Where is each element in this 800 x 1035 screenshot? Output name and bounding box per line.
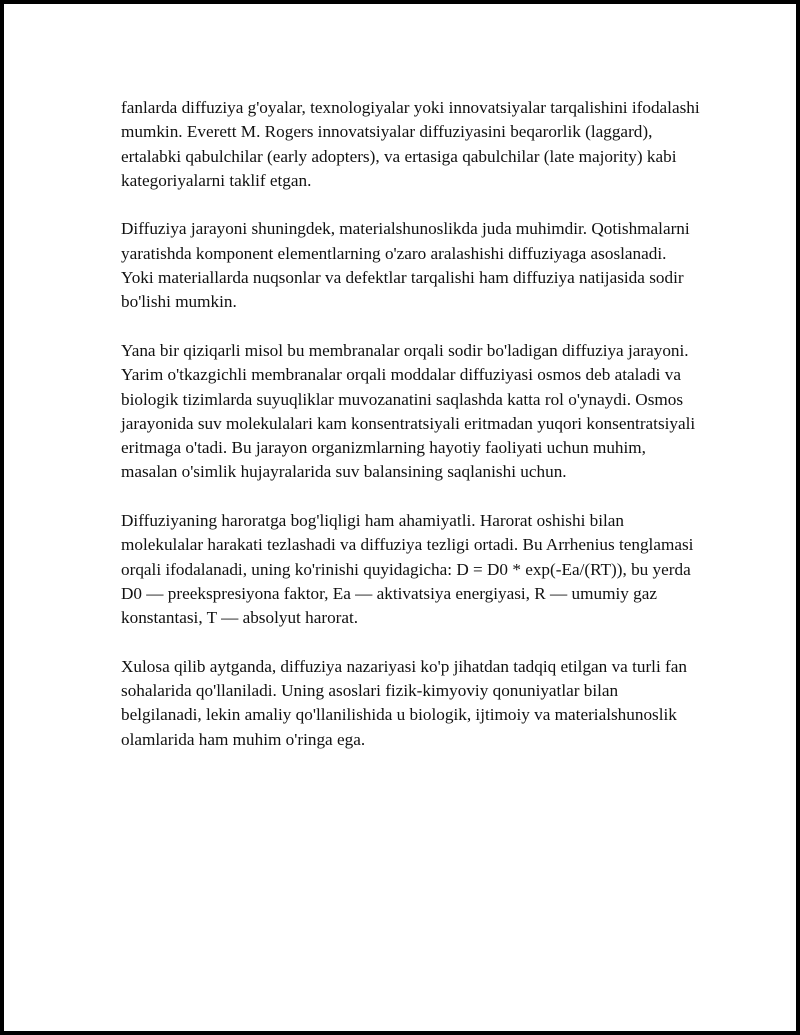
paragraph-membrane-osmosis: Yana bir qiziqarli misol bu membranalar orqali sodir bo'ladigan diffuziya jarayoni. Yarim o'tkazgichli membranalar orqali moddalar diffuziyasi osmos deb ataladi va biologik tizimlarda suyuqliklar muvozanatini saqlashda katta rol o'ynaydi. Osmos jarayonida suv molekulalari kam konsentratsiyali eritmadan yuqori konsentratsiyali eritmaga o'tadi. Bu jarayon organizmlarning hayotiy faoliyati uchun muhim, masalan o'simlik hujayralarida suv balansining saqlanishi uchun. xyxy=(121,340,696,482)
paragraph-temperature-arrhenius: Diffuziyaning haroratga bog'liqligi ham ahamiyatli. Harorat oshishi bilan molekulalar harakati tezlashadi va diffuziya tezligi ortadi. Bu Arrhenius tenglamasi orqali ifodalanadi, uning ko'rinishi quyidagicha: D = D0 * exp(-Ea/(RT)), bu yerda D0 — preekspresiyona faktor, Ea — aktivatsiya energiyasi, R — umumiy gaz konstantasi, T — absolyut harorat. xyxy=(121,511,694,628)
paragraph-innovation-diffusion: fanlarda diffuziya g'oyalar, texnologiyalar yoki innovatsiyalar tarqalishini ifodalashi mumkin. Everett M. Rogers innovatsiyalar diffuziyasini beqarorlik (laggard), ertalabki qabulchilar (early adopters), va ertasiga qabulchilar (late majority) kabi kategoriyalarni taklif etgan. xyxy=(121,98,700,190)
paragraph-materials-science: Diffuziya jarayoni shuningdek, materialshunoslikda juda muhimdir. Qotishmalarni yaratishda komponent elementlarning o'zaro aralashishi diffuziyaga asoslanadi. Yoki materiallarda nuqsonlar va defektlar tarqalishi ham diffuziya natijasida sodir bo'lishi mumkin. xyxy=(121,219,690,312)
paragraph-conclusion: Xulosa qilib aytganda, diffuziya nazariyasi ko'p jihatdan tadqiq etilgan va turli fan sohalarida qo'llaniladi. Uning asoslari fizik-kimyoviy qonuniyatlar bilan belgilanadi, lekin amaliy qo'llanilishida u biologik, ijtimoiy va materialshunoslik olamlarida ham muhim o'ringa ega. xyxy=(121,656,687,749)
document-body xyxy=(121,96,701,776)
